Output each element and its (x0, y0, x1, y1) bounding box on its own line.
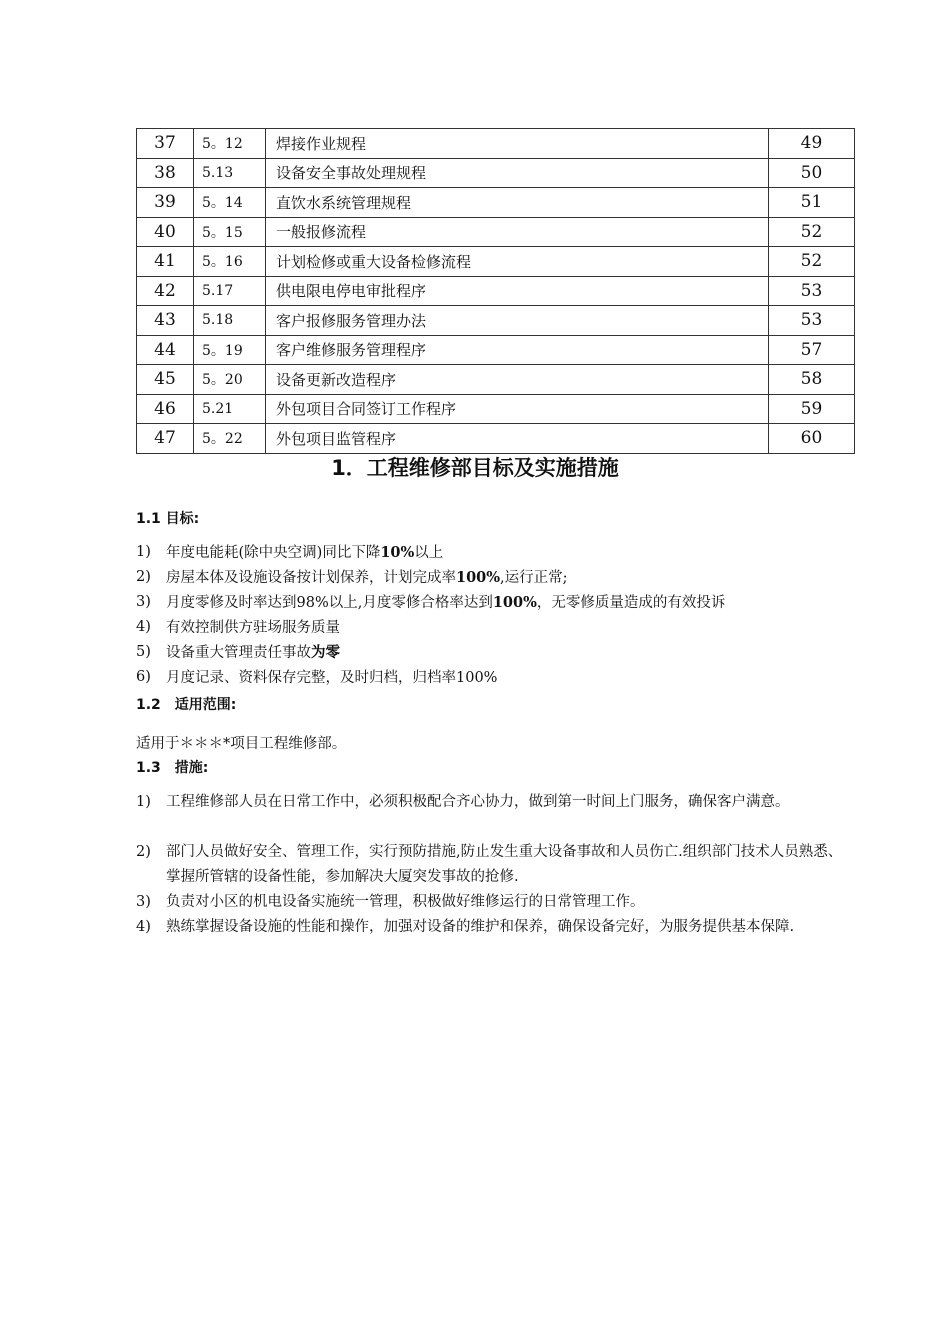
toc-row-number: 45 (137, 365, 194, 395)
goal-text-emphasis: 为零 (311, 644, 340, 661)
goal-number: 6) (136, 669, 151, 685)
goal-number: 4) (136, 619, 151, 635)
toc-entry-title: 设备更新改造程序 (266, 365, 769, 395)
toc-row (137, 217, 855, 247)
scope-heading: 1.2 适用范围: (136, 697, 237, 713)
toc-row-number: 37 (137, 129, 194, 159)
measures-heading: 1.3 措施: (136, 760, 209, 776)
toc-row (137, 424, 855, 454)
toc-entry-title: 供电限电停电审批程序 (266, 276, 769, 306)
goal-text (166, 565, 846, 591)
toc-row (137, 335, 855, 365)
toc-section-number: 5。20 (194, 365, 266, 395)
goal-text-emphasis: 10% (380, 544, 415, 561)
goal-text (166, 615, 846, 641)
goal-text-part: ，无零修质量造成的有效投诉 (536, 595, 726, 611)
toc-row-number: 46 (137, 394, 194, 424)
toc-section-number: 5.17 (194, 276, 266, 306)
toc-section-number: 5。22 (194, 424, 266, 454)
toc-row (137, 188, 855, 218)
scope-text: 适用于＊＊＊*项目工程维修部。 (136, 736, 347, 752)
toc-entry-title: 一般报修流程 (266, 217, 769, 247)
measure-number: 2) (136, 844, 151, 860)
toc-page-number: 49 (769, 129, 855, 159)
toc-row (137, 365, 855, 395)
toc-page-number: 52 (769, 247, 855, 277)
toc-entry-title: 外包项目监管程序 (266, 424, 769, 454)
goal-number: 3) (136, 594, 151, 610)
toc-row-number: 39 (137, 188, 194, 218)
goal-text (166, 540, 846, 566)
toc-page-number: 51 (769, 188, 855, 218)
toc-row (137, 247, 855, 277)
goal-number: 5) (136, 644, 151, 660)
toc-entry-title: 计划检修或重大设备检修流程 (266, 247, 769, 277)
measure-text: 熟练掌握设备设施的性能和操作，加强对设备的维护和保养，确保设备完好，为服务提供基本保障. (166, 919, 795, 935)
toc-section-number: 5。19 (194, 335, 266, 365)
toc-section-number: 5。15 (194, 217, 266, 247)
goal-text-part: 月度零修及时率达到98%以上,月度零修合格率达到 (166, 595, 493, 611)
toc-section-number: 5.18 (194, 306, 266, 336)
goal-text (166, 665, 846, 691)
goal-text-part: 月度记录、资料保存完整，及时归档，归档率100% (166, 670, 498, 686)
toc-row (137, 276, 855, 306)
toc-page-number: 53 (769, 276, 855, 306)
goals-heading: 1.1 目标: (136, 511, 200, 527)
toc-row-number: 44 (137, 335, 194, 365)
measure-text: 负责对小区的机电设备实施统一管理，积极做好维修运行的日常管理工作。 (166, 894, 645, 910)
toc-row-number: 42 (137, 276, 194, 306)
toc-entry-title: 客户维修服务管理程序 (266, 335, 769, 365)
toc-page-number: 60 (769, 424, 855, 454)
toc-table (136, 128, 855, 454)
measure-text: 部门人员做好安全、管理工作，实行预防措施,防止发生重大设备事故和人员伤亡.组织部门技术人员熟悉、掌握所管辖的设备性能，参加解决大厦突发事故的抢修. (166, 844, 843, 885)
toc-page-number: 52 (769, 217, 855, 247)
toc-entry-title: 设备安全事故处理规程 (266, 158, 769, 188)
toc-row-number: 40 (137, 217, 194, 247)
toc-row-number: 47 (137, 424, 194, 454)
section-title: 1．工程维修部目标及实施措施 (331, 456, 619, 480)
toc-entry-title: 直饮水系统管理规程 (266, 188, 769, 218)
toc-page-number: 58 (769, 365, 855, 395)
toc-row (137, 129, 855, 159)
toc-page-number: 50 (769, 158, 855, 188)
goal-number: 2) (136, 569, 151, 585)
toc-section-number: 5.13 (194, 158, 266, 188)
toc-row-number: 38 (137, 158, 194, 188)
goal-text (166, 590, 846, 616)
toc-page-number: 59 (769, 394, 855, 424)
toc-entry-title: 客户报修服务管理办法 (266, 306, 769, 336)
goal-text-part: 房屋本体及设施设备按计划保养，计划完成率 (166, 570, 456, 586)
toc-page-number: 53 (769, 306, 855, 336)
measure-number: 3) (136, 894, 151, 910)
measure-text: 工程维修部人员在日常工作中，必须积极配合齐心协力，做到第一时间上门服务，确保客户满意。 (166, 794, 790, 810)
goal-text-part: 年度电能耗(除中央空调)同比下降 (166, 545, 381, 561)
goal-text-part: 以上 (414, 545, 444, 561)
toc-row-number: 43 (137, 306, 194, 336)
goal-text-part: 有效控制供方驻场服务质量 (166, 620, 340, 636)
toc-section-number: 5。12 (194, 129, 266, 159)
measure-number: 4) (136, 919, 151, 935)
goal-text-part: ,运行正常; (500, 570, 568, 586)
toc-row (137, 158, 855, 188)
goal-text-emphasis: 100% (456, 569, 501, 586)
toc-row-number: 41 (137, 247, 194, 277)
toc-row (137, 394, 855, 424)
goal-text-emphasis: 100% (492, 594, 537, 611)
toc-section-number: 5。14 (194, 188, 266, 218)
measure-number: 1) (136, 794, 151, 810)
goal-text-part: 设备重大管理责任事故 (166, 645, 311, 661)
toc-section-number: 5。16 (194, 247, 266, 277)
goal-number: 1) (136, 544, 151, 560)
toc-row (137, 306, 855, 336)
toc-section-number: 5.21 (194, 394, 266, 424)
toc-entry-title: 外包项目合同签订工作程序 (266, 394, 769, 424)
toc-page-number: 57 (769, 335, 855, 365)
toc-entry-title: 焊接作业规程 (266, 129, 769, 159)
goal-text (166, 640, 846, 666)
